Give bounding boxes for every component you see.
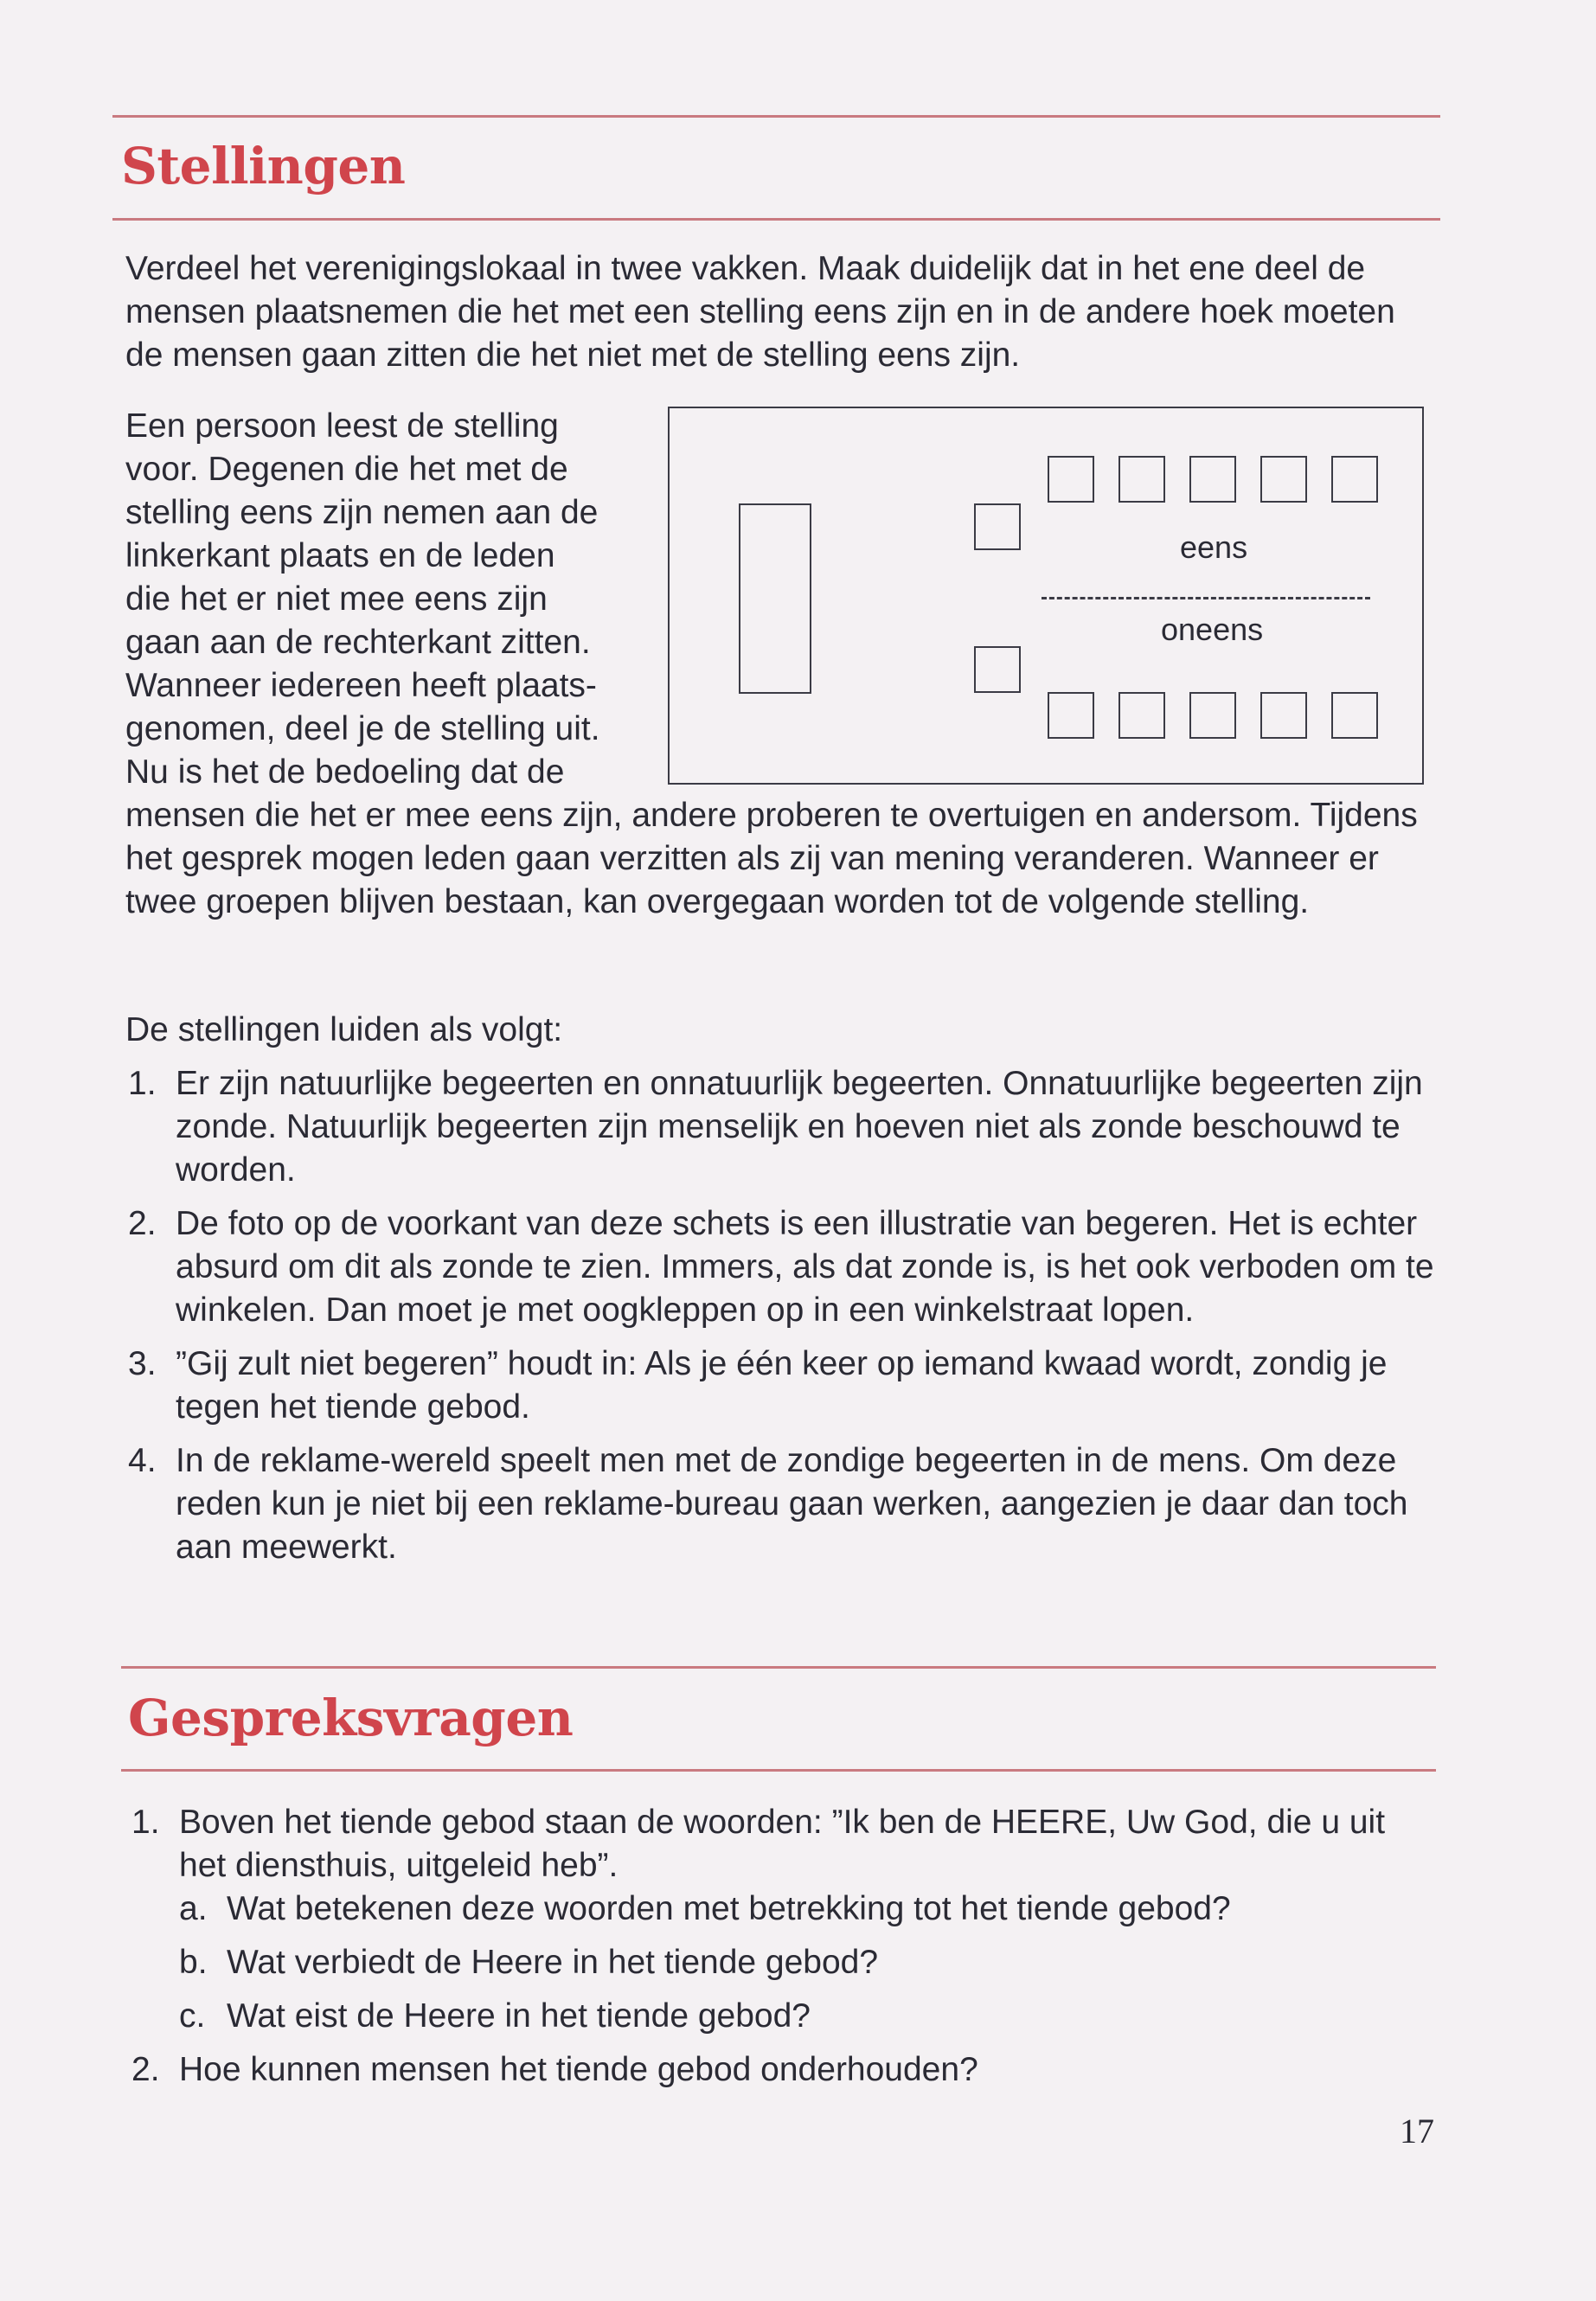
- label-disagree: oneens: [1161, 612, 1264, 647]
- list-item: [131, 1801, 1438, 2038]
- list-item: [128, 1343, 1439, 1429]
- wrap-line: Een persoon leest de stelling: [125, 407, 559, 445]
- questions-list: [131, 1801, 1438, 2102]
- list-item-number: 2.: [128, 1205, 157, 1242]
- list-item-text: Boven het tiende gebod staan de woorden: ”Ik ben de HEERE, Uw God, die u uit het diensthuis, uitgeleid heb”.: [179, 1804, 1386, 1884]
- chair-disagree: [1260, 692, 1307, 739]
- wrap-line: die het er niet mee eens zijn: [125, 580, 548, 618]
- chair-disagree: [1118, 692, 1165, 739]
- chair-agree: [1260, 456, 1307, 503]
- wrap-line: stelling eens zijn nemen aan de: [125, 494, 599, 531]
- wrap-line: Nu is het de bedoeling dat de: [125, 753, 565, 791]
- divider-dashed-line: [1042, 597, 1370, 599]
- list-item-number: 3.: [128, 1345, 157, 1382]
- list-item-text: Er zijn natuurlijke begeerten en onnatuurlijk begeerten. Onnatuurlijke begeerten zijn zonde. Natuurlijk begeerten zijn menselijk en hoeven niet als zonde beschouwd te worden.: [176, 1065, 1423, 1189]
- section-rule-bottom: [112, 218, 1440, 221]
- chair-disagree: [1331, 692, 1378, 739]
- list-item-number: 4.: [128, 1442, 157, 1479]
- list-item: [131, 2048, 1438, 2092]
- list-item-number: 1.: [131, 1804, 160, 1841]
- continuation-paragraph: mensen die het er mee eens zijn, andere proberen te overtuigen en andersom. Tijdens het gesprek mogen leden gaan verzitten als zij van mening veranderen. Wanneer er twee groepen blijven bestaan, kan overgegaan worden tot de volgende stelling.: [125, 797, 1418, 920]
- wrap-line: voor. Degenen die het met de: [125, 451, 568, 488]
- sub-list-item: [179, 1888, 1438, 1931]
- wrap-line: genomen, deel je de stelling uit.: [125, 710, 600, 747]
- list-item: [128, 1202, 1439, 1332]
- chair-agree: [1118, 456, 1165, 503]
- list-item-number: 1.: [128, 1065, 157, 1102]
- wrap-line: gaan aan de rechterkant zitten.: [125, 624, 591, 661]
- section-title-stellingen: Stellingen: [121, 137, 406, 195]
- page-number: 17: [1400, 2112, 1434, 2150]
- list-item-text: Hoe kunnen mensen het tiende gebod onderhouden?: [179, 2051, 978, 2088]
- wrapped-paragraph: [125, 405, 662, 794]
- seating-diagram: [668, 407, 1424, 785]
- label-agree: eens: [1180, 529, 1248, 565]
- table-rectangle: [739, 503, 811, 694]
- chair-disagree: [1048, 692, 1094, 739]
- sub-question-list: [179, 1888, 1438, 2038]
- section-rule-top: [121, 1666, 1436, 1669]
- sub-item-text: Wat eist de Heere in het tiende gebod?: [227, 1997, 811, 2035]
- sub-item-text: Wat betekenen deze woorden met betrekking tot het tiende gebod?: [227, 1890, 1231, 1927]
- sub-item-text: Wat verbiedt de Heere in het tiende gebod?: [227, 1944, 879, 1981]
- list-item-number: 2.: [131, 2051, 160, 2088]
- sub-item-letter: c.: [179, 1997, 206, 2035]
- statements-list: [128, 1062, 1439, 1580]
- sub-item-letter: b.: [179, 1944, 208, 1981]
- chair-agree: [1189, 456, 1236, 503]
- wrap-line: Wanneer iedereen heeft plaats-: [125, 667, 597, 704]
- list-item: [128, 1439, 1439, 1569]
- chair-disagree: [1189, 692, 1236, 739]
- chair-agree-lead: [974, 503, 1021, 550]
- list-item-text: ”Gij zult niet begeren” houdt in: Als je één keer op iemand kwaad wordt, zondig je tegen het tiende gebod.: [176, 1345, 1388, 1426]
- list-item: [128, 1062, 1439, 1192]
- section-rule-bottom: [121, 1769, 1436, 1772]
- wrap-line: linkerkant plaats en de leden: [125, 537, 555, 574]
- chair-agree: [1331, 456, 1378, 503]
- chair-disagree-lead: [974, 646, 1021, 693]
- sub-item-letter: a.: [179, 1890, 208, 1927]
- section-title-gespreksvragen: Gespreksvragen: [128, 1689, 574, 1747]
- sub-list-item: [179, 1995, 1438, 2038]
- list-item-text: In de reklame-wereld speelt men met de zondige begeerten in de mens. Om deze reden kun je niet bij een reklame-bureau gaan werken, aangezien je daar dan toch aan meewerkt.: [176, 1442, 1408, 1566]
- section-rule-top: [112, 115, 1440, 118]
- intro-paragraph: Verdeel het verenigingslokaal in twee vakken. Maak duidelijk dat in het ene deel de mensen plaatsnemen die het met een stelling eens zijn en in de andere hoek moeten de mensen gaan zitten die het niet met de stelling eens zijn.: [125, 250, 1395, 374]
- chair-agree: [1048, 456, 1094, 503]
- sub-list-item: [179, 1941, 1438, 1984]
- list-intro: De stellingen luiden als volgt:: [125, 1011, 563, 1048]
- list-item-text: De foto op de voorkant van deze schets is een illustratie van begeren. Het is echter absurd om dit als zonde te zien. Immers, als dat zonde is, is het ook verboden om te winkelen. Dan moet je met oogkleppen op in een winkelstraat lopen.: [176, 1205, 1434, 1329]
